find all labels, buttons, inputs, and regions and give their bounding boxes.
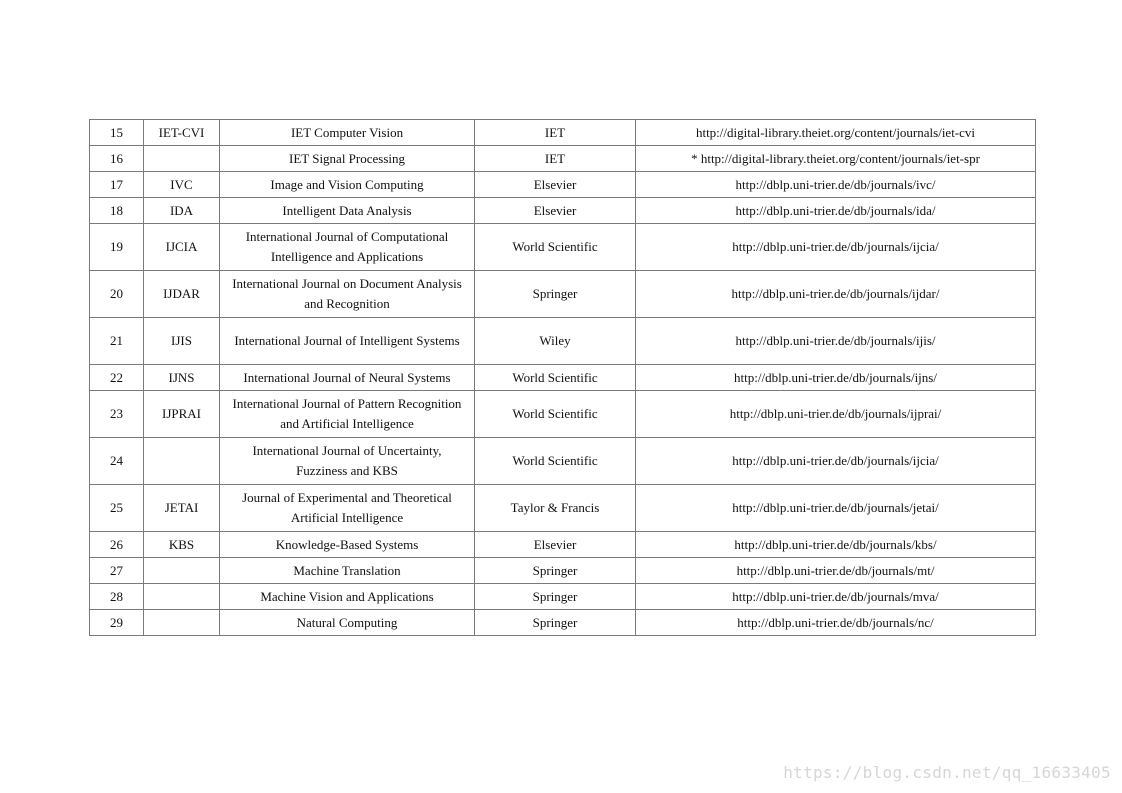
table-row <box>90 172 1036 198</box>
row-number: 16 <box>90 146 144 172</box>
row-number: 20 <box>90 271 144 318</box>
journal-table <box>89 119 1036 636</box>
journal-name: IET Signal Processing <box>220 146 475 172</box>
publisher: Springer <box>475 558 636 584</box>
journal-abbreviation: JETAI <box>144 485 220 532</box>
journal-abbreviation <box>144 584 220 610</box>
publisher: Elsevier <box>475 532 636 558</box>
journal-abbreviation: KBS <box>144 532 220 558</box>
journal-url: http://dblp.uni-trier.de/db/journals/ijcia/ <box>636 224 1036 271</box>
publisher: Taylor & Francis <box>475 485 636 532</box>
table-row <box>90 146 1036 172</box>
row-number: 19 <box>90 224 144 271</box>
table-row <box>90 610 1036 636</box>
journal-abbreviation <box>144 438 220 485</box>
journal-url: http://dblp.uni-trier.de/db/journals/ijdar/ <box>636 271 1036 318</box>
journal-abbreviation: IDA <box>144 198 220 224</box>
row-number: 27 <box>90 558 144 584</box>
journal-name: International Journal of Intelligent Systems <box>220 318 475 365</box>
row-number: 22 <box>90 365 144 391</box>
journal-name: Knowledge-Based Systems <box>220 532 475 558</box>
row-number: 29 <box>90 610 144 636</box>
table-row <box>90 391 1036 438</box>
journal-name: Machine Vision and Applications <box>220 584 475 610</box>
journal-name: International Journal of Uncertainty, Fuzziness and KBS <box>220 438 475 485</box>
journal-name: Natural Computing <box>220 610 475 636</box>
journal-url: http://dblp.uni-trier.de/db/journals/ivc/ <box>636 172 1036 198</box>
table-row <box>90 318 1036 365</box>
journal-abbreviation: IJCIA <box>144 224 220 271</box>
publisher: World Scientific <box>475 224 636 271</box>
journal-url: http://digital-library.theiet.org/content/journals/iet-cvi <box>636 120 1036 146</box>
journal-url: http://dblp.uni-trier.de/db/journals/ijprai/ <box>636 391 1036 438</box>
journal-name: Image and Vision Computing <box>220 172 475 198</box>
journal-url: * http://digital-library.theiet.org/content/journals/iet-spr <box>636 146 1036 172</box>
watermark: https://blog.csdn.net/qq_16633405 <box>783 763 1111 782</box>
publisher: Springer <box>475 584 636 610</box>
table-row <box>90 438 1036 485</box>
journal-abbreviation: IJPRAI <box>144 391 220 438</box>
journal-abbreviation <box>144 610 220 636</box>
publisher: Elsevier <box>475 172 636 198</box>
journal-name: Machine Translation <box>220 558 475 584</box>
journal-url: http://dblp.uni-trier.de/db/journals/ida/ <box>636 198 1036 224</box>
row-number: 15 <box>90 120 144 146</box>
journal-url: http://dblp.uni-trier.de/db/journals/kbs/ <box>636 532 1036 558</box>
journal-name: Intelligent Data Analysis <box>220 198 475 224</box>
journal-url: http://dblp.uni-trier.de/db/journals/mva/ <box>636 584 1036 610</box>
journal-url: http://dblp.uni-trier.de/db/journals/ijns/ <box>636 365 1036 391</box>
journal-url: http://dblp.uni-trier.de/db/journals/jetai/ <box>636 485 1036 532</box>
journal-url: http://dblp.uni-trier.de/db/journals/ijis/ <box>636 318 1036 365</box>
journal-abbreviation <box>144 558 220 584</box>
publisher: World Scientific <box>475 365 636 391</box>
table-row <box>90 271 1036 318</box>
journal-name: International Journal of Neural Systems <box>220 365 475 391</box>
table-row <box>90 558 1036 584</box>
journal-name: International Journal of Computational Intelligence and Applications <box>220 224 475 271</box>
journal-abbreviation: IVC <box>144 172 220 198</box>
table-row <box>90 532 1036 558</box>
journal-name: International Journal of Pattern Recognition and Artificial Intelligence <box>220 391 475 438</box>
publisher: Springer <box>475 271 636 318</box>
journal-url: http://dblp.uni-trier.de/db/journals/mt/ <box>636 558 1036 584</box>
row-number: 24 <box>90 438 144 485</box>
row-number: 25 <box>90 485 144 532</box>
publisher: Elsevier <box>475 198 636 224</box>
row-number: 17 <box>90 172 144 198</box>
journal-abbreviation: IJIS <box>144 318 220 365</box>
journal-table-body <box>90 120 1036 636</box>
journal-url: http://dblp.uni-trier.de/db/journals/ijcia/ <box>636 438 1036 485</box>
table-row <box>90 584 1036 610</box>
journal-url: http://dblp.uni-trier.de/db/journals/nc/ <box>636 610 1036 636</box>
table-row <box>90 365 1036 391</box>
journal-name: Journal of Experimental and Theoretical Artificial Intelligence <box>220 485 475 532</box>
journal-name: International Journal on Document Analysis and Recognition <box>220 271 475 318</box>
row-number: 18 <box>90 198 144 224</box>
journal-abbreviation: IET-CVI <box>144 120 220 146</box>
table-row <box>90 224 1036 271</box>
table-row <box>90 120 1036 146</box>
journal-name: IET Computer Vision <box>220 120 475 146</box>
publisher: World Scientific <box>475 438 636 485</box>
publisher: IET <box>475 146 636 172</box>
row-number: 26 <box>90 532 144 558</box>
publisher: Wiley <box>475 318 636 365</box>
journal-abbreviation: IJNS <box>144 365 220 391</box>
table-row <box>90 485 1036 532</box>
table-row <box>90 198 1036 224</box>
row-number: 21 <box>90 318 144 365</box>
publisher: Springer <box>475 610 636 636</box>
row-number: 28 <box>90 584 144 610</box>
row-number: 23 <box>90 391 144 438</box>
journal-abbreviation <box>144 146 220 172</box>
publisher: IET <box>475 120 636 146</box>
publisher: World Scientific <box>475 391 636 438</box>
journal-abbreviation: IJDAR <box>144 271 220 318</box>
